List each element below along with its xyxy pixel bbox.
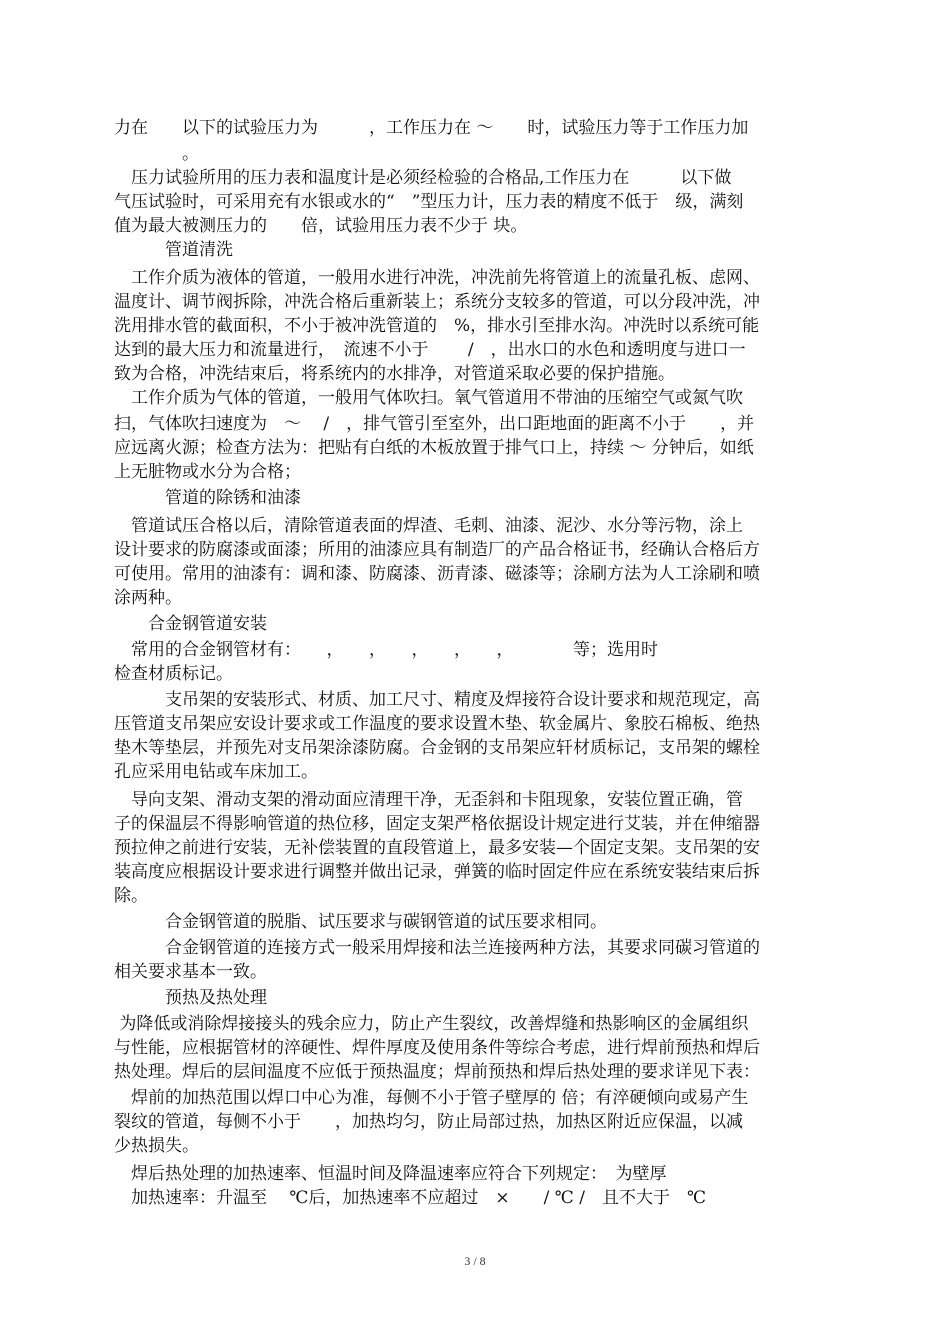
text-line: 工作介质为气体的管道，一般用气体吹扫。氧气管道用不带油的压缩空气或氮气吹: [114, 388, 743, 408]
text-line: 涂两种。: [114, 588, 182, 608]
text-line: 管道清洗: [114, 240, 233, 260]
text-line: 为降低或消除焊接接头的残余应力，防止产生裂纹，改善焊缝和热影响区的金属组织: [114, 1014, 749, 1034]
text-line: 焊后热处理的加热速率、恒温时间及降温速率应符合下列规定： 为壁厚: [114, 1164, 667, 1184]
text-line: 预拉伸之前进行安装，无补偿装置的直段管道上，最多安装—个固定支架。支吊架的安: [114, 838, 760, 858]
text-line: 装高度应根据设计要求进行调整并做出记录，弹簧的临时固定件应在系统安装结束后拆: [114, 862, 760, 882]
text-line: 工作介质为液体的管道，一般用水进行冲洗，冲洗前先将管道上的流量孔板、虑网、: [114, 268, 760, 288]
text-line: 检查材质标记。: [114, 664, 233, 684]
text-line: 合金钢管道的连接方式一般采用焊接和法兰连接两种方法，其要求同碳习管道的: [114, 938, 760, 958]
text-line: 压力试验所用的压力表和温度计是必须经检验的合格品,工作压力在 以下做: [114, 168, 732, 188]
text-line: 合金钢管道的脱脂、试压要求与碳钢管道的试压要求相同。: [114, 912, 607, 932]
text-line: 应远离火源；检查方法为：把贴有白纸的木板放置于排气口上，持续 ～ 分钟后，如纸: [114, 438, 754, 458]
text-line: 管道试压合格以后，清除管道表面的焊渣、毛刺、油漆、泥沙、水分等污物，涂上: [114, 516, 743, 536]
page-number: 3 / 8: [464, 1254, 486, 1268]
text-line: 加热速率：升温至 ℃后，加热速率不应超过 × / ℃ / 且不大于 ℃: [114, 1188, 706, 1208]
text-line: 达到的最大压力和流量进行， 流速不小于 / ，出水口的水色和透明度与进口一: [114, 340, 746, 360]
text-line: 子的保温层不得影响管道的热位移，固定支架严格依据设计规定进行艾装，并在伸缩器: [114, 814, 760, 834]
text-line: 压管道支吊架应安设计要求或工作温度的要求设置木垫、软金属片、象胶石棉板、绝热: [114, 714, 760, 734]
text-line: 常用的合金钢管材有： ， ， ， ， ， 等；选用时: [114, 640, 658, 660]
text-line: 力在 以下的试验压力为 ，工作压力在 ～ 时，试验压力等于工作压力加: [114, 118, 749, 138]
text-line: 扫，气体吹扫速度为 ～ / ，排气管引至室外，出口距地面的距离不小于 ，并: [114, 414, 755, 434]
text-line: 热处理。焊后的层间温度不应低于预热温度；焊前预热和焊后热处理的要求详见下表：: [114, 1062, 760, 1082]
text-line: 致为合格，冲洗结束后，将系统内的水排净，对管道采取必要的保护措施。: [114, 364, 675, 384]
text-line: 设计要求的防腐漆或面漆；所用的油漆应具有制造厂的产品合格证书，经确认合格后方: [114, 540, 760, 560]
text-line: 可使用。常用的油漆有：调和漆、防腐漆、沥青漆、磁漆等；涂刷方法为人工涂刷和喷: [114, 564, 760, 584]
text-line: 支吊架的安装形式、材质、加工尺寸、精度及焊接符合设计要求和规范现定，高: [114, 690, 760, 710]
text-line: 导向支架、滑动支架的滑动面应清理干净，无歪斜和卡阻现象，安装位置正确，管: [114, 790, 743, 810]
text-line: 与性能，应根据管材的淬硬性、焊件厚度及使用条件等综合考虑，进行焊前预热和焊后: [114, 1038, 760, 1058]
text-line: 孔应采用电钻或车床加工。: [114, 762, 318, 782]
text-line: 焊前的加热范围以焊口中心为准，每侧不小于管子壁厚的 倍；有淬硬倾向或易产生: [114, 1088, 749, 1108]
text-line: 温度计、调节阀拆除，冲洗合格后重新装上；系统分支较多的管道，可以分段冲洗，冲: [114, 292, 760, 312]
text-line: 管道的除锈和油漆: [114, 488, 301, 508]
text-line: 洗用排水管的截面积，不小于被冲洗管道的 %，排水引至排水沟。冲洗时以系统可能: [114, 316, 760, 336]
text-line: 除。: [114, 886, 148, 906]
text-line: 相关要求基本一致。: [114, 962, 267, 982]
text-line: 垫木等垫层，并预先对支吊架涂漆防腐。合金钢的支吊架应轩材质标记，支吊架的螺栓: [114, 738, 760, 758]
text-line: 合金钢管道安装: [114, 614, 267, 634]
text-line: 气压试验时，可采用充有水银或水的“ ”型压力计，压力表的精度不低于 级，满刻: [114, 192, 744, 212]
text-line: 裂纹的管道，每侧不小于 ，加热均匀，防止局部过热，加热区附近应保温，以减: [114, 1112, 743, 1132]
text-line: 上无脏物或水分为合格；: [114, 462, 301, 482]
text-line: 。: [114, 144, 199, 164]
text-line: 预热及热处理: [114, 988, 267, 1008]
text-line: 少热损失。: [114, 1136, 199, 1156]
text-line: 值为最大被测压力的 倍，试验用压力表不少于 块。: [114, 216, 528, 236]
